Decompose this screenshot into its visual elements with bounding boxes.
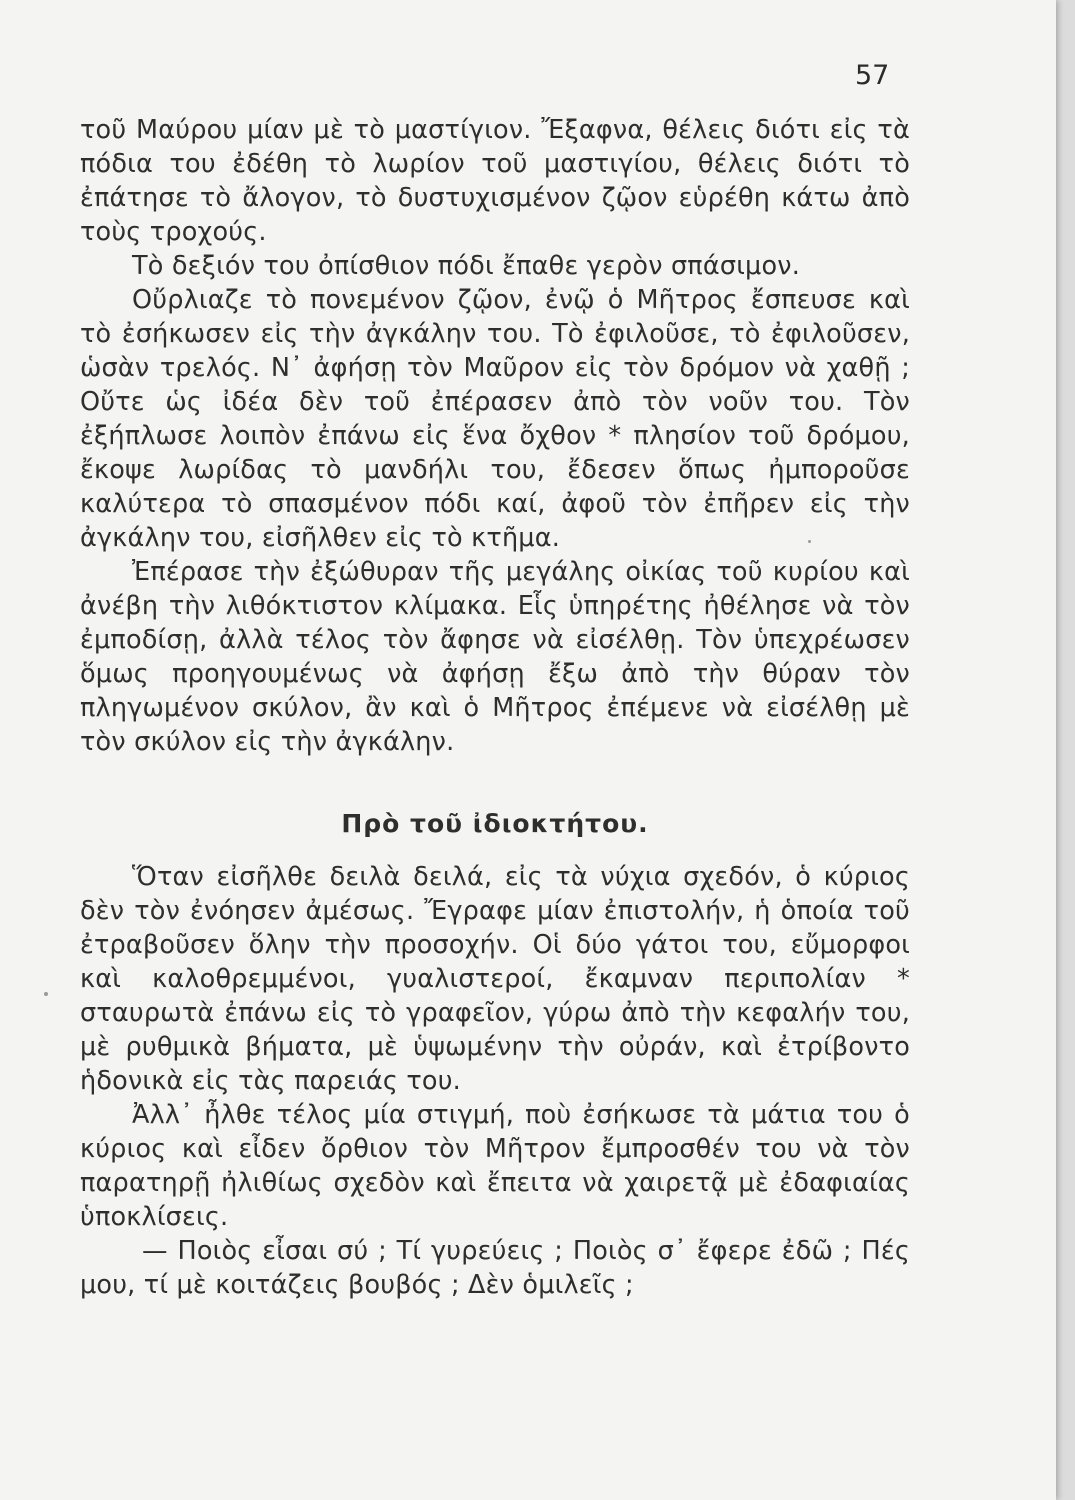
section-2-text [80,860,910,1302]
paragraph: Οὔρλιαζε τὸ πονεμένον ζῷον, ἐνῷ ὁ Μῆτρος ἔσπευσε καὶ τὸ ἐσήκωσεν εἰς τὴν ἀγκάλην του. Τὸ ἐφιλοῦσε, τὸ ἐφιλοῦσεν, ὡσὰν τρελός. Ν᾽ ἀφήσῃ τὸν Μαῦρον εἰς τὸν δρόμον νὰ χαθῇ ; Οὔτε ὡς ἰδέα δὲν τοῦ ἐπέρασεν ἀπὸ τὸν νοῦν του. Τὸν ἐξήπλωσε λοιπὸν ἐπάνω εἰς ἕνα ὄχθον * πλησίον τοῦ δρόμου, ἔκοψε λωρίδας τὸ μανδήλι του, ἔδεσεν ὅπως ἠμποροῦσε καλύτερα τὸ σπασμένον πόδι καί, ἀφοῦ τὸν ἐπῆρεν εἰς τὴν ἀγκάλην του, εἰσῆλθεν εἰς τὸ κτῆμα. [80,285,910,553]
paragraph: Τὸ δεξιόν του ὀπίσθιον πόδι ἔπαθε γερὸν σπάσιμον. [132,251,801,281]
paper-speck [44,992,48,996]
dialogue-paragraph: — Ποιὸς εἶσαι σύ ; Τί γυρεύεις ; Ποιὸς σ᾽ ἔφερε ἐδῶ ; Πές μου, τί μὲ κοιτάζεις βουβός ; Δὲν ὁμιλεῖς ; [80,1236,910,1300]
section-1-text [80,113,910,759]
paragraph: Ἀλλ᾽ ἦλθε τέλος μία στιγμή, ποὺ ἐσήκωσε τὰ μάτια του ὁ κύριος καὶ εἶδεν ὄρθιον τὸν Μῆτρον ἔμπροσθέν του νὰ τὸν παρατηρῇ ἠλιθίως σχεδὸν καὶ ἔπειτα νὰ χαιρετᾷ μὲ ἐδαφιαίας ὑποκλίσεις. [80,1100,910,1232]
paragraph: Ὅταν εἰσῆλθε δειλὰ δειλά, εἰς τὰ νύχια σχεδόν, ὁ κύριος δὲν τὸν ἐνόησεν ἀμέσως. Ἔγραφε μίαν ἐπιστολήν, ἡ ὁποία τοῦ ἐτραβοῦσεν ὅλην τὴν προσοχήν. Οἱ δύο γάτοι του, εὔμορφοι καὶ καλοθρεμμένοι, γυαλιστεροί, ἔκαμναν περιπολίαν * σταυρωτὰ ἐπάνω εἰς τὸ γραφεῖον, γύρω ἀπὸ τὴν κεφαλήν του, μὲ ρυθμικὰ βήματα, μὲ ὑψωμένην τὴν οὐράν, καὶ ἐτρίβοντο ἡδονικὰ εἰς τὰς παρειάς του. [80,862,910,1096]
section-heading: Πρὸ τοῦ ἰδιοκτήτου. [341,809,649,838]
paper-speck [808,540,811,543]
page-number: 57 [855,60,890,91]
paragraph: τοῦ Μαύρου μίαν μὲ τὸ μαστίγιον. Ἔξαφνα, θέλεις διότι εἰς τὰ πόδια του ἐδέθη τὸ λωρίον τοῦ μαστιγίου, θέλεις διότι τὸ ἐπάτησε τὸ ἄλογον, τὸ δυστυχισμένον ζῷον εὑρέθη κάτω ἀπὸ τοὺς τροχούς. [80,115,910,247]
paragraph: Ἐπέρασε τὴν ἐξώθυραν τῆς μεγάλης οἰκίας τοῦ κυρίου καὶ ἀνέβη τὴν λιθόκτιστον κλίμακα. Εἷς ὑπηρέτης ἠθέλησε νὰ τὸν ἐμποδίσῃ, ἀλλὰ τέλος τὸν ἄφησε νὰ εἰσέλθῃ. Τὸν ὑπεχρέωσεν ὅμως προηγουμένως νὰ ἀφήσῃ ἔξω ἀπὸ τὴν θύραν τὸν πληγωμένον σκύλον, ἂν καὶ ὁ Μῆτρος ἐπέμενε νὰ εἰσέλθῃ μὲ τὸν σκύλον εἰς τὴν ἀγκάλην. [80,557,910,757]
